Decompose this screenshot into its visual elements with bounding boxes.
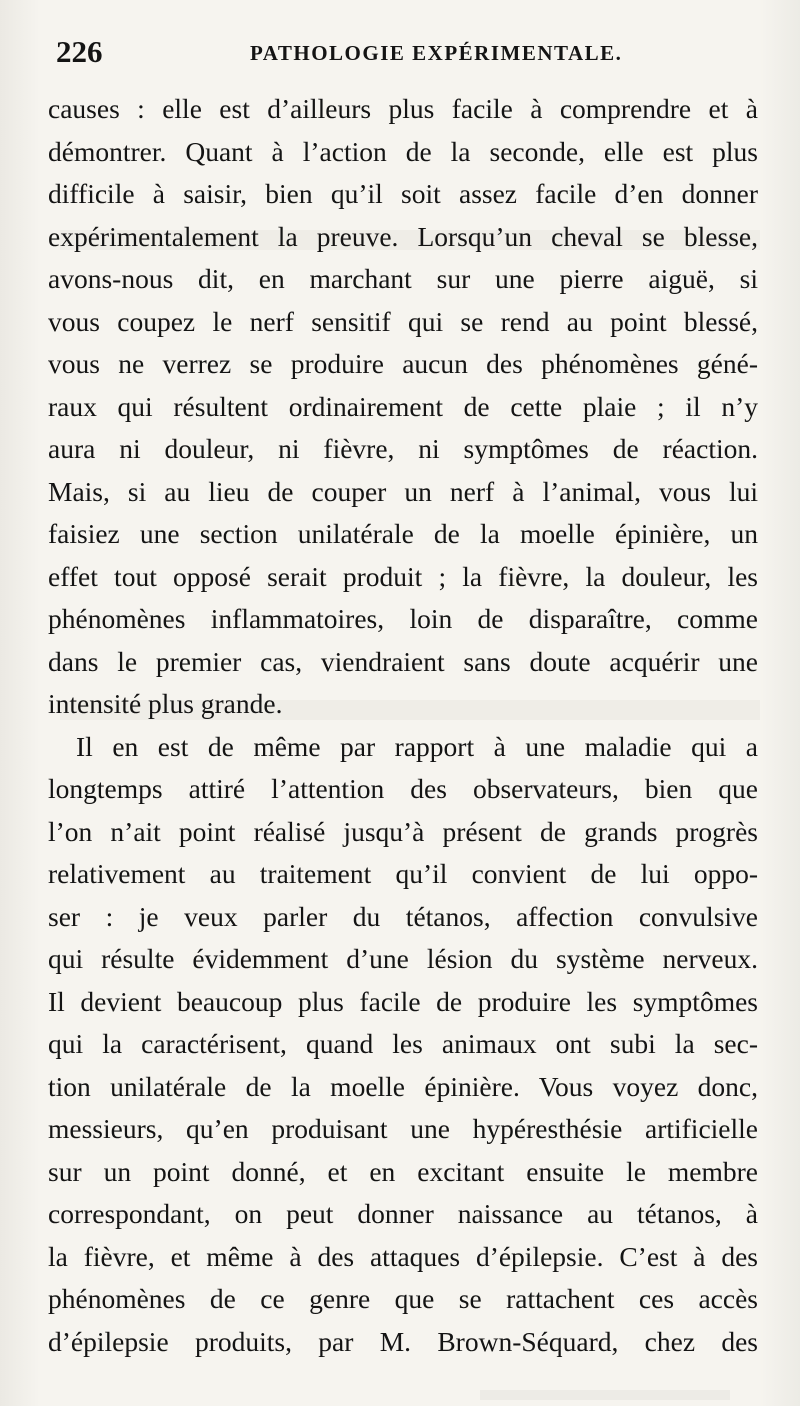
text-line: qui la caractérisent, quand les animaux ont subi la sec- (48, 1028, 758, 1059)
running-header (0, 30, 800, 74)
paragraph-end-line: intensité plus grande. (48, 688, 283, 719)
text-line: longtemps attiré l’attention des observateurs, bien que (48, 773, 758, 804)
text-line: effet tout opposé serait produit ; la fièvre, la douleur, les (48, 560, 758, 592)
text-line: la fièvre, et même à des attaques d’épilepsie. C’est à des (48, 1240, 758, 1272)
text-line: vous coupez le nerf sensitif qui se rend au point blessé, (48, 305, 758, 337)
text-line: aura ni douleur, ni fièvre, ni symptômes de réaction. (48, 433, 758, 464)
page-number: 226 (56, 34, 103, 69)
bleed-through-footer (480, 1390, 730, 1400)
text-line: d’épilepsie produits, par M. Brown-Séquard, chez des (48, 1325, 758, 1357)
text-line: difficile à saisir, bien qu’il soit assez facile d’en donner (48, 178, 758, 209)
text-line: faisiez une section unilatérale de la moelle épinière, un (48, 518, 758, 549)
text-line: phénomènes inflammatoires, loin de disparaître, comme (48, 603, 758, 634)
text-line: correspondant, on peut donner naissance au tétanos, à (48, 1198, 758, 1229)
text-line: qui résulte évidemment d’une lésion du système nerveux. (48, 943, 758, 974)
text-line: Mais, si au lieu de couper un nerf à l’animal, vous lui (48, 475, 758, 507)
paragraph-start-line: Il en est de même par rapport à une maladie qui a (76, 730, 758, 762)
running-title: PATHOLOGIE EXPÉRIMENTALE. (250, 41, 623, 65)
text-line: ser : je veux parler du tétanos, affection convulsive (48, 900, 758, 932)
text-line: expérimentalement la preuve. Lorsqu’un cheval se blesse, (48, 220, 758, 252)
text-line: causes : elle est d’ailleurs plus facile à comprendre et à (48, 93, 758, 124)
text-line: vous ne verrez se produire aucun des phénomènes géné- (48, 348, 758, 379)
text-line: raux qui résultent ordinairement de cette plaie ; il n’y (48, 390, 758, 422)
text-line: relativement au traitement qu’il convient de lui oppo- (48, 858, 758, 889)
body-text (48, 88, 758, 1363)
text-line: l’on n’ait point réalisé jusqu’à présent de grands progrès (48, 815, 758, 847)
text-line: dans le premier cas, viendraient sans doute acquérir une (48, 645, 758, 677)
text-line: messieurs, qu’en produisant une hypéresthésie artificielle (48, 1113, 758, 1144)
text-line: sur un point donné, et en excitant ensuite le membre (48, 1155, 758, 1187)
text-line: Il devient beaucoup plus facile de produire les symptômes (48, 985, 758, 1017)
text-line: démontrer. Quant à l’action de la seconde, elle est plus (48, 135, 758, 167)
text-line: tion unilatérale de la moelle épinière. Vous voyez donc, (48, 1070, 758, 1102)
text-line: phénomènes de ce genre que se rattachent ces accès (48, 1283, 758, 1314)
text-line: avons-nous dit, en marchant sur une pierre aiguë, si (48, 263, 758, 294)
